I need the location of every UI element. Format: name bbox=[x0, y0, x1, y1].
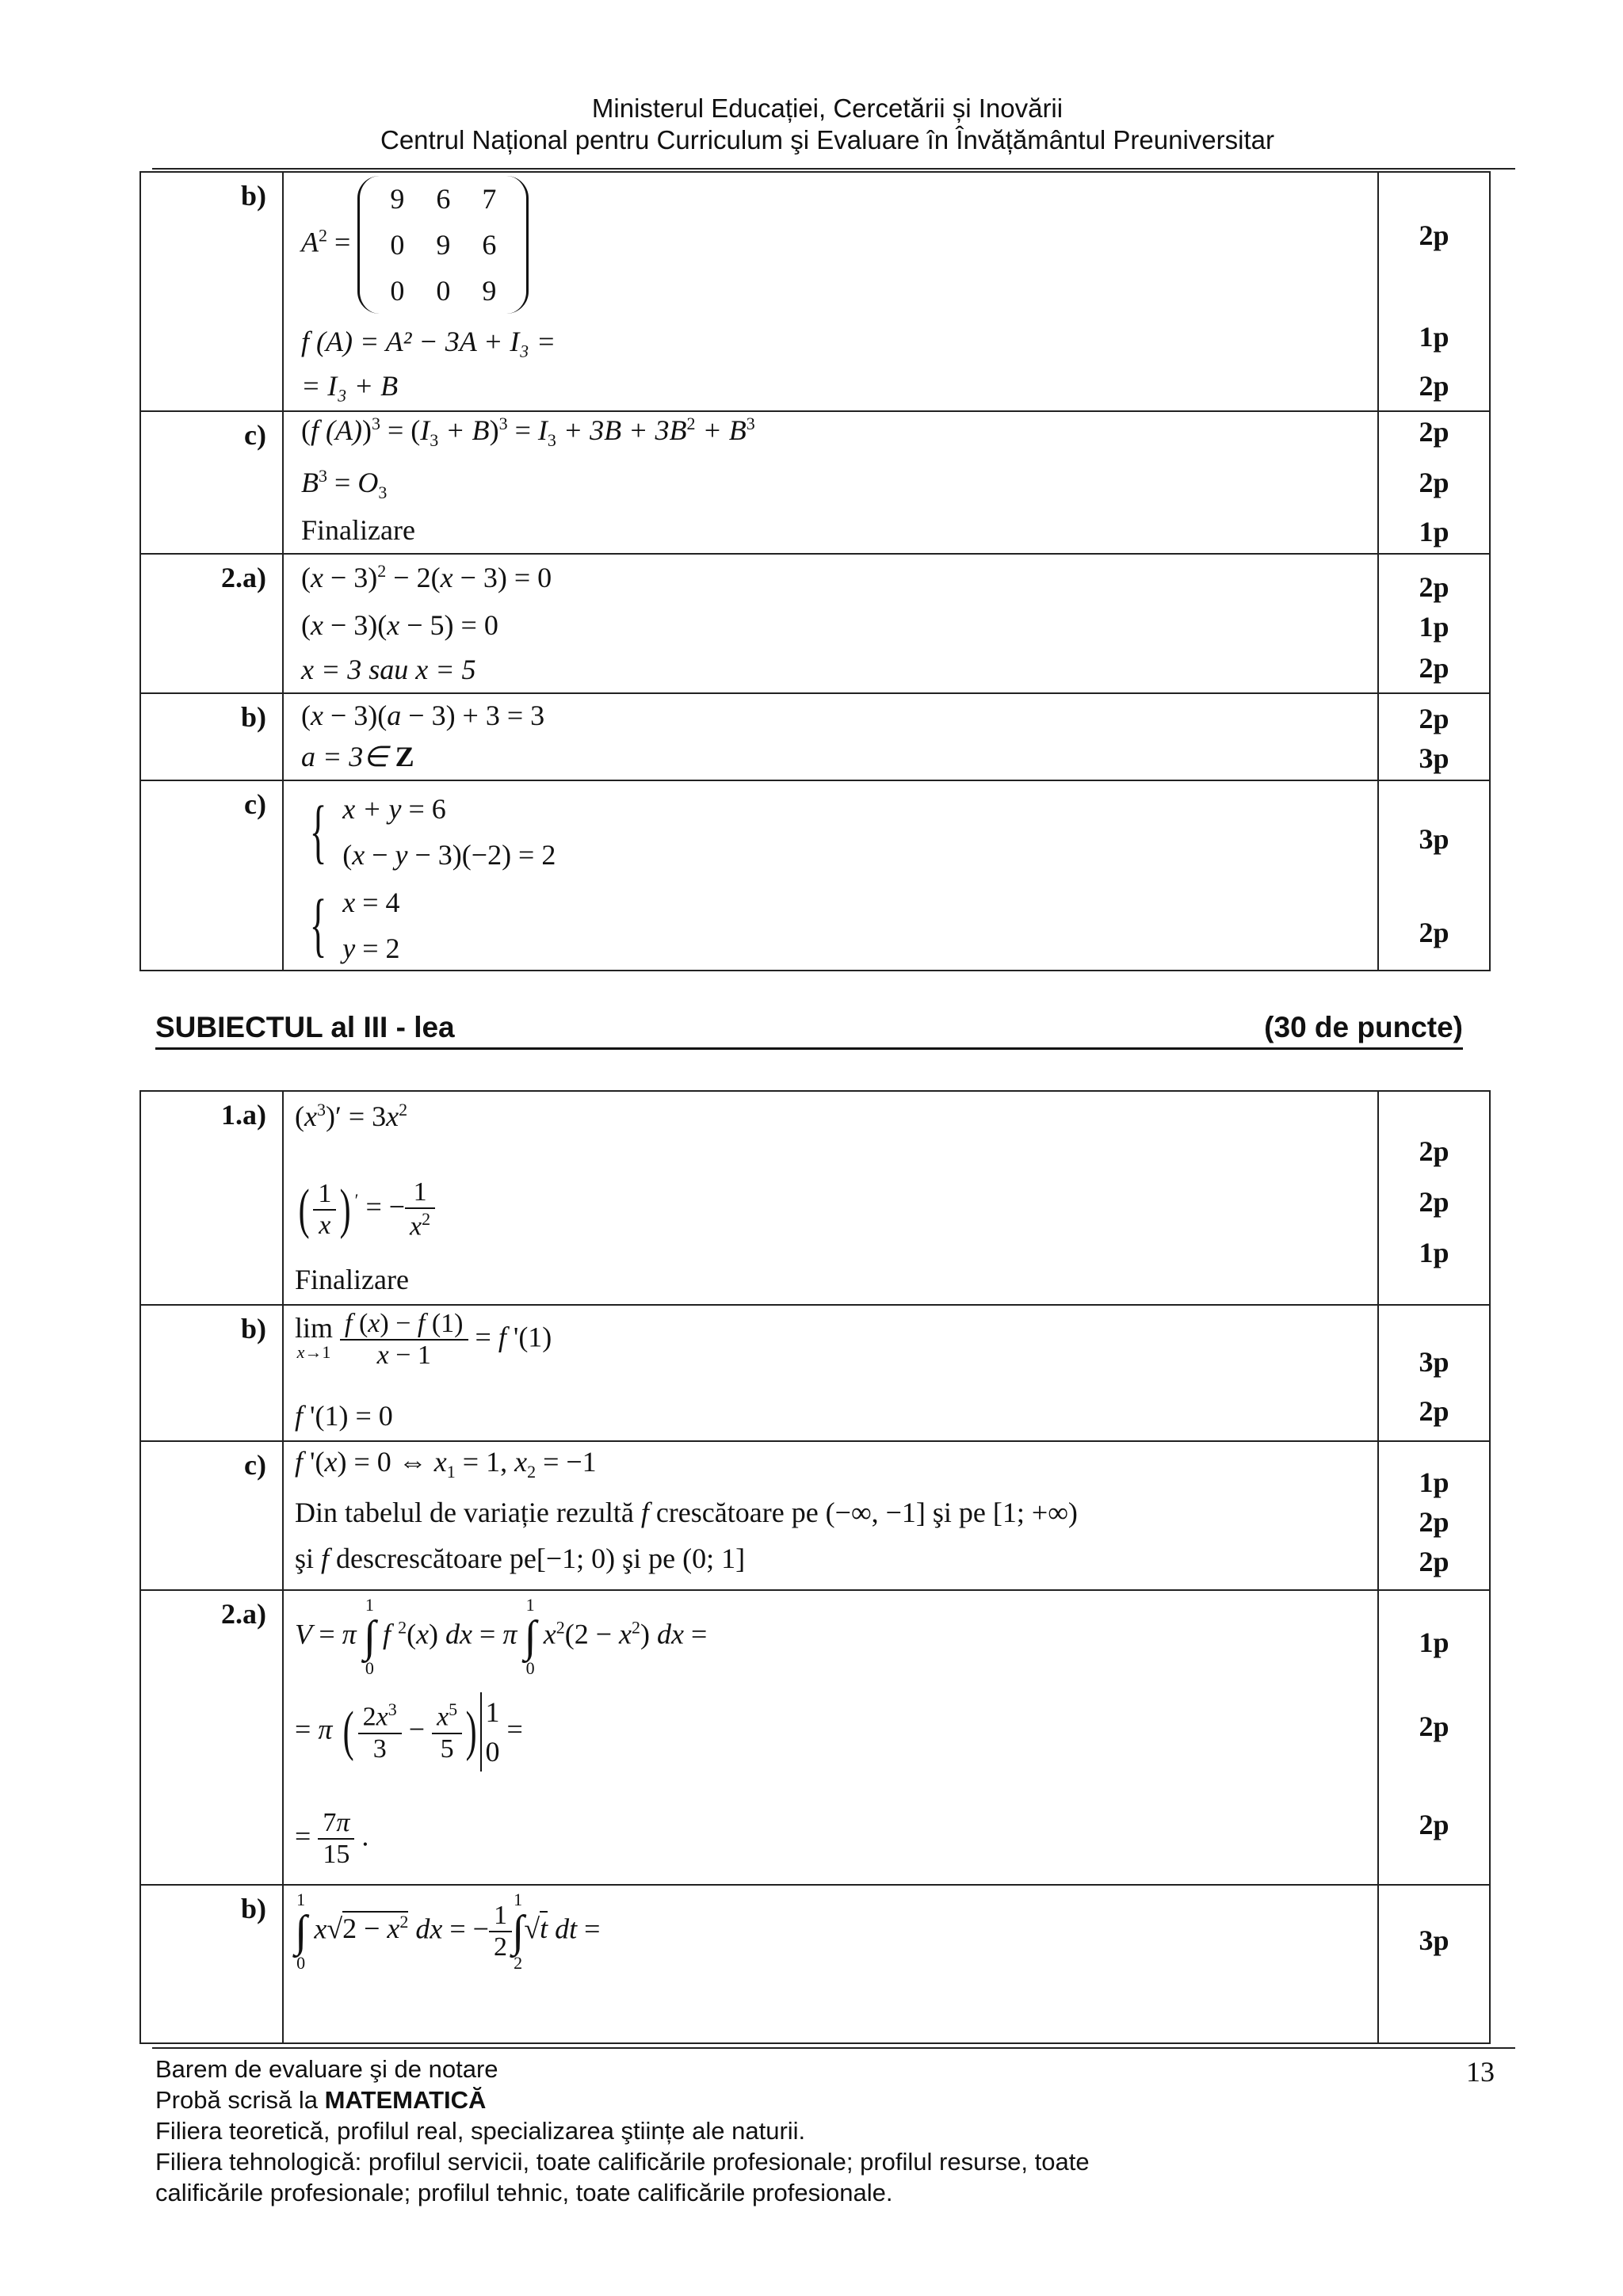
points: 3p bbox=[1419, 823, 1449, 855]
header-center: Centrul Național pentru Curriculum şi Evaluare în Învățământul Preuniversitar bbox=[380, 125, 1274, 154]
points: 1p bbox=[1419, 321, 1449, 353]
points: 3p bbox=[1419, 1924, 1449, 1956]
solution-cell bbox=[283, 172, 1378, 411]
row-label: b) bbox=[140, 172, 283, 411]
matrix-a-squared: $A^2$ = 9 6 7 0 9 6 0 0 9 bbox=[301, 176, 529, 314]
table-row bbox=[140, 411, 1490, 554]
solution-cell bbox=[283, 554, 1378, 693]
points-cell bbox=[1378, 1091, 1490, 1305]
solution-cell bbox=[283, 1441, 1378, 1590]
points-cell bbox=[1378, 172, 1490, 411]
derivative-reciprocal: ( $\frac{1}{x}$ ) ′ = − $\frac{1}{x^2}$ bbox=[295, 1177, 435, 1241]
row-label: c) bbox=[140, 1441, 283, 1590]
monotony-text: Din tabelul de variație rezultă bbox=[295, 1497, 634, 1528]
finalizare-text: Finalizare bbox=[295, 1264, 409, 1295]
points: 2p bbox=[1419, 1711, 1449, 1742]
row-label: c) bbox=[140, 780, 283, 971]
points: 2p bbox=[1419, 1186, 1449, 1218]
increasing-text: crescătoare pe bbox=[655, 1497, 819, 1528]
row-label: b) bbox=[140, 693, 283, 780]
points-cell bbox=[1378, 1441, 1490, 1590]
integers-symbol: Z bbox=[395, 741, 414, 772]
points-cell bbox=[1378, 1590, 1490, 1885]
points: 2p bbox=[1419, 1395, 1449, 1427]
solution-cell bbox=[283, 411, 1378, 554]
solution-cell bbox=[283, 1590, 1378, 1885]
solution-line: x = 3 sau x = 5 bbox=[301, 654, 476, 685]
f-of-a-line: f (A) = A² − 3A + I₃ = bbox=[301, 326, 556, 357]
points-cell bbox=[1378, 411, 1490, 554]
points: 2p bbox=[1419, 370, 1449, 402]
row-label: 1.a) bbox=[140, 1091, 283, 1305]
points: 2p bbox=[1419, 571, 1449, 603]
section-heading bbox=[155, 1011, 1463, 1050]
table-row bbox=[140, 1441, 1490, 1590]
table-row bbox=[140, 1091, 1490, 1305]
points: 2p bbox=[1419, 467, 1449, 498]
footer-line: Barem de evaluare şi de notare bbox=[155, 2055, 498, 2083]
header-rule bbox=[152, 168, 1515, 170]
points: 1p bbox=[1419, 1627, 1449, 1658]
monotony-increasing: Din tabelul de variație rezultă f crescătoare pe (−∞, −1] şi pe [1; +∞) bbox=[295, 1497, 1078, 1528]
antiderivative: = π ( $\frac{2x^3}{3}$ − $\frac{x^5}{5}$ ) 1 0 = bbox=[295, 1692, 523, 1772]
points: 3p bbox=[1419, 742, 1449, 774]
points-cell bbox=[1378, 780, 1490, 971]
points-cell bbox=[1378, 693, 1490, 780]
table-row bbox=[140, 172, 1490, 411]
points: 3p bbox=[1419, 1346, 1449, 1378]
b-cube-zero: $B^3 = O_3$ bbox=[301, 466, 388, 503]
and-text: şi pe bbox=[622, 1543, 676, 1574]
solution-cell bbox=[283, 780, 1378, 971]
cube-expansion: (f $(A))^3 = (I_3 + B)^3 = I_3 + 3B + 3B^2 + B^3$ bbox=[301, 414, 755, 451]
table-row bbox=[140, 1885, 1490, 2043]
footer bbox=[155, 2054, 1090, 2208]
points: 2p bbox=[1419, 1546, 1449, 1577]
and-text: şi pe bbox=[932, 1497, 986, 1528]
header-ministry: Ministerul Educației, Cercetării și Inovării bbox=[591, 93, 1064, 123]
points-cell bbox=[1378, 1885, 1490, 2043]
table-row bbox=[140, 693, 1490, 780]
scoring-table-1 bbox=[139, 171, 1491, 971]
points: 2p bbox=[1419, 1135, 1449, 1167]
table-row bbox=[140, 1305, 1490, 1441]
footer-subject: MATEMATICĂ bbox=[324, 2086, 487, 2114]
row-label: c) bbox=[140, 411, 283, 554]
solution-cell bbox=[283, 1305, 1378, 1441]
decreasing-text: descrescătoare pe bbox=[336, 1543, 537, 1574]
solution-cell bbox=[283, 693, 1378, 780]
solution-cell bbox=[283, 1091, 1378, 1305]
limit-definition: lim x→1 $\frac{f (x) - f (1)}{x - 1}$ = f '(1) bbox=[295, 1309, 552, 1370]
equation-line: (x − 3)(a − 3) + 3 = 3 bbox=[301, 700, 545, 731]
footer-line: calificările profesionale; profilul tehnic, toate calificările profesionale. bbox=[155, 2179, 893, 2206]
monotony-decreasing: şi f descrescătoare pe[−1; 0) şi pe (0; 1] bbox=[295, 1543, 746, 1574]
footer-text: Probă scrisă la bbox=[155, 2086, 325, 2114]
factored-line: (x − 3)(x − 5) = 0 bbox=[301, 609, 498, 641]
row-label: b) bbox=[140, 1885, 283, 2043]
derivative-at-one: f '(1) = 0 bbox=[295, 1400, 393, 1432]
and-text: şi bbox=[295, 1543, 315, 1574]
critical-points: f '(x) = 0 ⇔ $x_1 = 1$, $x_2 = -1$ bbox=[295, 1446, 597, 1482]
footer-line: Filiera tehnologică: profilul servicii, toate calificările profesionale; profilul resurse, toate bbox=[155, 2148, 1090, 2176]
footer-line: Filiera teoretică, profilul real, specializarea ştiințe ale naturii. bbox=[155, 2117, 806, 2145]
equation-line: $(x - 3)^2 - 2(x - 3) = 0$ bbox=[301, 561, 552, 593]
points: 2p bbox=[1419, 917, 1449, 948]
points: 2p bbox=[1419, 416, 1449, 448]
substitution-integral: 1 ∫ 0 $x√2 - x^2$ dx = − $\frac{1}{2}$ 1 ∫ 2√t dt = bbox=[295, 1890, 601, 1973]
result-line: = I₃ + B bbox=[301, 370, 399, 402]
volume-integral: V = π 1 ∫ 0 f $^2$(x) dx = π 1 ∫ 0 $x^2(2 - x^2)$ dx = bbox=[295, 1595, 708, 1678]
points: 1p bbox=[1419, 1466, 1449, 1498]
points: 1p bbox=[1419, 611, 1449, 643]
row-label: 2.a) bbox=[140, 554, 283, 693]
points: 2p bbox=[1419, 1809, 1449, 1840]
row-label: b) bbox=[140, 1305, 283, 1441]
points: 1p bbox=[1419, 516, 1449, 547]
points: 2p bbox=[1419, 652, 1449, 684]
points: 2p bbox=[1419, 219, 1449, 251]
system-2: { x = 4 y = 2 bbox=[309, 886, 400, 964]
points: 2p bbox=[1419, 703, 1449, 734]
points: 1p bbox=[1419, 1237, 1449, 1268]
derivative-x-cubed: $(x^3)' = 3x^2$ bbox=[295, 1100, 408, 1132]
section-points: (30 de puncte) bbox=[1264, 1011, 1463, 1043]
a-value: a = 3∈ bbox=[301, 741, 388, 772]
system-1: { x + y = 6 (x − y − 3)(−2) = 2 bbox=[309, 792, 556, 871]
finalizare-text: Finalizare bbox=[301, 514, 415, 546]
volume-result: = $\frac{7\pi}{15}$ . bbox=[295, 1808, 369, 1869]
scoring-table-2 bbox=[139, 1090, 1491, 2044]
solution-cell bbox=[283, 1885, 1378, 2043]
table-row bbox=[140, 780, 1490, 971]
row-label: 2.a) bbox=[140, 1590, 283, 1885]
points-cell bbox=[1378, 554, 1490, 693]
footer-rule bbox=[152, 2047, 1515, 2049]
page-number: 13 bbox=[1466, 2056, 1495, 2088]
a-value-line bbox=[301, 740, 414, 773]
points-cell bbox=[1378, 1305, 1490, 1441]
footer-line bbox=[155, 2084, 1090, 2115]
section-title: SUBIECTUL al III - lea bbox=[155, 1011, 455, 1043]
table-row bbox=[140, 554, 1490, 693]
points: 2p bbox=[1419, 1506, 1449, 1538]
table-row bbox=[140, 1590, 1490, 1885]
